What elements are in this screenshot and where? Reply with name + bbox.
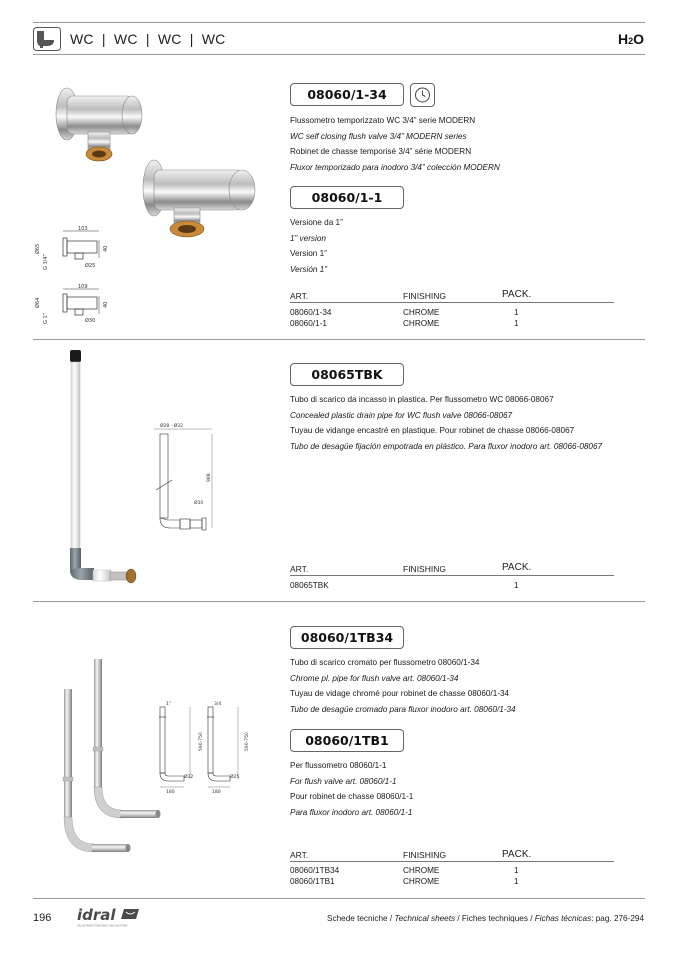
- table-header-finishing: FINISHING: [403, 564, 446, 574]
- table-header-art: ART.: [290, 564, 309, 574]
- description-line: Tubo de desagüe fijación empotrada en plástico. Para fluxor inodoro art. 08066-08067: [290, 441, 603, 451]
- table-header-pack: PACK.: [502, 562, 532, 573]
- description-line: Version 1”: [290, 249, 327, 258]
- table-cell-art: 08060/1TB34: [290, 866, 340, 875]
- plastic-pipe-drawing: [150, 420, 220, 540]
- footer-note-part: Technical sheets: [394, 914, 456, 923]
- dim-width-34: 103: [78, 226, 88, 232]
- description-line: Tuyau de vidange encastré en plastique. Pour robinet de chasse 08066-08067: [290, 426, 575, 435]
- dim-dia: Ø30: [194, 501, 204, 506]
- chrome-pipe-drawing-34: [150, 695, 204, 797]
- description-line: Tuyau de vidage chromé pour robinet de chasse 08060/1-34: [290, 689, 510, 698]
- footer-note-part: / Fiches techniques /: [455, 914, 535, 923]
- description-line: Tubo di scarico cromato per flussometro 08060/1-34: [290, 658, 480, 667]
- footer-rule: [33, 898, 645, 899]
- table-header-rule: [290, 861, 614, 862]
- idral-logo: [76, 906, 144, 928]
- dim-dia-1: Ø64: [35, 297, 41, 308]
- chrome-pipe-drawing-1: [198, 695, 258, 797]
- header-bottom-rule: [33, 54, 645, 55]
- table-header-finishing: FINISHING: [403, 291, 446, 301]
- dim-width-b: 180: [212, 790, 221, 795]
- page-number: 196: [33, 912, 52, 924]
- footer-note-part: : pag. 276-294: [591, 914, 644, 923]
- header-top-rule: [33, 22, 645, 23]
- table-cell-art: 08060/1-34: [290, 308, 332, 317]
- table-header-art: ART.: [290, 850, 309, 860]
- dim-thread-1: G 1”: [43, 312, 49, 324]
- product-description-08060-1tb34: [290, 655, 516, 717]
- dim-width-a: 180: [166, 790, 175, 795]
- clock-icon: [410, 83, 435, 107]
- variant-description-08060-1tb1: [290, 758, 413, 820]
- description-line: Per flussometro 08060/1-1: [290, 761, 387, 770]
- technical-drawing-34: [33, 226, 133, 272]
- dim-thread-b: 3/4: [214, 702, 222, 707]
- description-line: For flush valve art. 08060/1-1: [290, 776, 397, 786]
- footer-note-part: Schede tecniche /: [327, 914, 395, 923]
- dim-dia-bottom-34: Ø25: [85, 263, 96, 269]
- product-code-08060-1-1: 08060/1-1: [290, 186, 404, 209]
- description-line: Versione da 1”: [290, 218, 343, 227]
- table-cell-finishing: CHROME: [403, 308, 440, 317]
- description-line: Tubo de desagüe cromado para fluxor inodoro art. 08060/1-34: [290, 704, 516, 714]
- header-title: WC | WC | WC | WC: [70, 31, 226, 47]
- table-cell-pack: 1: [514, 877, 519, 886]
- table-header-rule: [290, 302, 614, 303]
- table-cell-finishing: CHROME: [403, 877, 440, 886]
- dim-dia-a: Ø32: [184, 775, 194, 780]
- header-brand: H2O: [617, 31, 644, 47]
- dim-top: Ø28 - Ø32: [160, 424, 184, 429]
- table-cell-pack: 1: [514, 308, 519, 317]
- table-header-pack: PACK.: [502, 849, 532, 860]
- flush-valve-photo-34: [50, 82, 150, 172]
- section-divider: [33, 601, 645, 602]
- product-description-08065tbk: [290, 392, 602, 454]
- toilet-icon: [33, 27, 61, 51]
- product-code-08060-1tb1: 08060/1TB1: [290, 729, 404, 752]
- variant-description-08060-1-1: [290, 215, 343, 277]
- description-line: Tubo di scarico da incasso in plastica. Per flussometro WC 08066-08067: [290, 395, 554, 404]
- description-line: Robinet de chasse temporisé 3/4” série MODERN: [290, 147, 472, 156]
- section-divider: [33, 339, 645, 340]
- dim-thread-a: 1”: [166, 702, 172, 707]
- product-description-08060-1-34: [290, 113, 500, 175]
- technical-drawing-1: [33, 284, 133, 326]
- footer-technical-sheets-note: [327, 914, 644, 923]
- table-cell-finishing: CHROME: [403, 319, 440, 328]
- table-cell-art: 08065TBK: [290, 581, 329, 590]
- logo-wordmark: idral: [77, 906, 116, 924]
- description-line: Pour robinet de chasse 08060/1-1: [290, 792, 414, 801]
- logo-tagline: ITALIAN PRODUCTION SINCE 1963 SOLUTIONS: [77, 924, 128, 928]
- table-cell-art: 08060/1-1: [290, 319, 327, 328]
- product-code-08060-1-34: 08060/1-34: [290, 83, 404, 106]
- table-header-rule: [290, 575, 614, 576]
- plastic-drain-pipe-photo: [60, 348, 142, 594]
- dim-height: 988: [207, 473, 212, 482]
- description-line: Flussometro temporizzato WC 3/4” serie MODERN: [290, 116, 476, 125]
- description-line: Chrome pl. pipe for flush valve art. 08060/1-34: [290, 673, 459, 683]
- table-header-art: ART.: [290, 291, 309, 301]
- table-cell-art: 08060/1TB1: [290, 877, 335, 886]
- footer-note-part: Fichas técnicas: [534, 914, 592, 923]
- description-line: WC self closing flush valve 3/4” MODERN series: [290, 131, 467, 141]
- table-cell-pack: 1: [514, 581, 519, 590]
- product-code-08060-1tb34: 08060/1TB34: [290, 626, 404, 649]
- description-line: Versión 1”: [290, 264, 328, 274]
- dim-height-b: 590‑750: [245, 732, 250, 751]
- dim-dia-b: Ø25: [230, 775, 240, 780]
- description-line: Fluxor temporizado para inodoro 3/4” colección MODERN: [290, 162, 500, 172]
- dim-thread-34: G 3/4”: [43, 253, 49, 270]
- dim-dia-bottom-1: Ø30: [85, 318, 96, 324]
- description-line: Concealed plastic drain pipe for WC flush valve 08066-08067: [290, 410, 513, 420]
- product-code-08065tbk: 08065TBK: [290, 363, 404, 386]
- table-header-finishing: FINISHING: [403, 850, 446, 860]
- dim-width-1: 109: [78, 284, 88, 290]
- dim-height-1: 40: [103, 301, 109, 308]
- dim-height-34: 40: [103, 245, 109, 252]
- description-line: Para fluxor inodoro art. 08060/1-1: [290, 807, 413, 817]
- table-cell-pack: 1: [514, 319, 519, 328]
- description-line: 1” version: [290, 233, 326, 243]
- table-cell-pack: 1: [514, 866, 519, 875]
- dim-dia-34: Ø65: [35, 243, 41, 254]
- table-header-pack: PACK.: [502, 289, 532, 300]
- flush-valve-photo-1: [138, 158, 260, 242]
- dim-height-a: 590‑750: [199, 732, 204, 751]
- table-cell-finishing: CHROME: [403, 866, 440, 875]
